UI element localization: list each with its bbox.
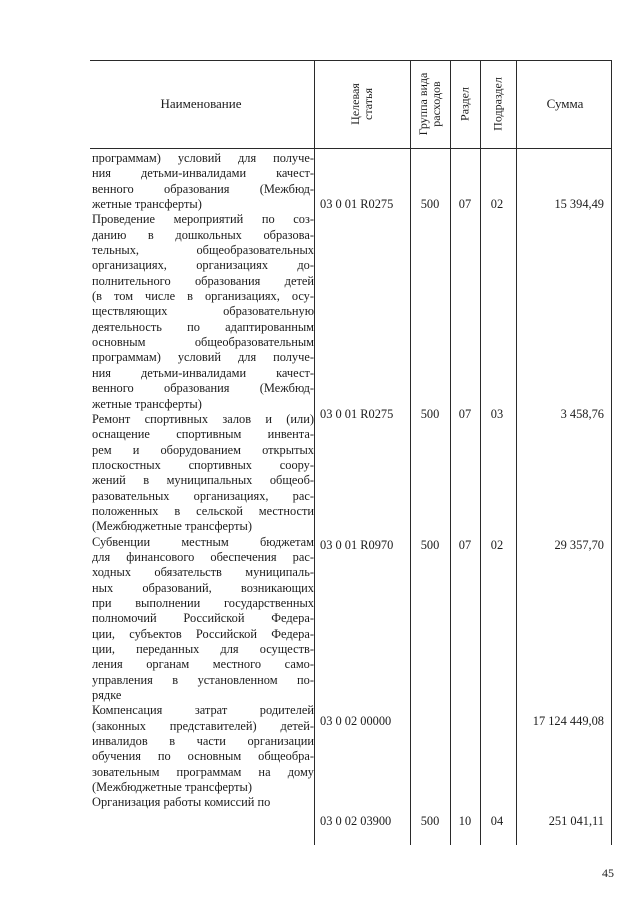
row-4-amount: 17 124 449,08 bbox=[532, 714, 604, 728]
header-target-article bbox=[349, 83, 375, 125]
row-4-name-line: ходных обязательств муниципаль- bbox=[92, 565, 314, 580]
header-expense-group-line-2: расходов bbox=[429, 81, 443, 127]
row-4-code: 03 0 02 00000 bbox=[320, 714, 392, 728]
row-2-name-line: (в том числе в организациях, осу- bbox=[92, 289, 314, 304]
row-3-name-line: Ремонт спортивных залов и (или) bbox=[92, 411, 314, 426]
row-3-amount: 29 357,70 bbox=[554, 538, 604, 552]
row-3-name-line: (Межбюджетные трансферты) bbox=[92, 519, 252, 534]
table-right-border bbox=[611, 60, 612, 845]
name-column bbox=[92, 151, 314, 811]
row-1-code: 03 0 01 R0275 bbox=[320, 197, 394, 211]
row-2-name-line: основным общеобразовательным bbox=[92, 335, 314, 350]
row-3-subsection: 02 bbox=[490, 538, 504, 552]
row-2-name-line: Проведение мероприятий по соз- bbox=[92, 212, 314, 227]
row-1-amount: 15 394,49 bbox=[554, 197, 604, 211]
row-2-amount: 3 458,76 bbox=[560, 407, 604, 421]
row-2-code: 03 0 01 R0275 bbox=[320, 407, 394, 421]
row-6-name-line: Организация работы комиссий по bbox=[92, 795, 271, 810]
row-2-subsection: 03 bbox=[490, 407, 504, 421]
row-5-name-line: (Межбюджетные трансферты) bbox=[92, 780, 252, 795]
row-1-subsection: 02 bbox=[490, 197, 504, 211]
row-2-name-line: данию в дошкольных образова- bbox=[92, 227, 314, 242]
header-subsection-text: Подраздел bbox=[490, 77, 505, 131]
row-5-code: 03 0 02 03900 bbox=[320, 814, 392, 828]
row-3-section: 07 bbox=[458, 538, 472, 552]
row-1-name-line: жетные трансферты) bbox=[92, 197, 202, 212]
header-target-article-line-1: Целевая bbox=[348, 83, 362, 125]
header-subsection bbox=[492, 77, 505, 131]
header-section-text: Раздел bbox=[457, 87, 472, 121]
header-section bbox=[459, 87, 472, 121]
row-4-name-line: рядке bbox=[92, 688, 122, 703]
row-5-subsection: 04 bbox=[490, 814, 504, 828]
column-divider-4 bbox=[480, 60, 481, 845]
row-2-name-line: полнительного образования детей bbox=[92, 273, 314, 288]
row-5-group: 500 bbox=[420, 814, 440, 828]
row-2-name-line: тельных, общеобразовательных bbox=[92, 243, 314, 258]
row-3-name-line: рем и оборудованием открытых bbox=[92, 442, 314, 457]
row-3-code: 03 0 01 R0970 bbox=[320, 538, 394, 552]
row-5-name-line: зовательным программам на дому bbox=[92, 764, 314, 779]
header-name: Наименование bbox=[160, 96, 242, 111]
header-expense-group bbox=[417, 73, 443, 136]
row-3-name-line: положенных в сельской местности bbox=[92, 503, 314, 518]
row-3-name-line: разовательных организациях, рас- bbox=[92, 488, 314, 503]
row-4-name-line: ных образований, возникающих bbox=[92, 580, 314, 595]
page-number: 45 bbox=[602, 866, 614, 880]
row-4-name-line: ления органам местного само- bbox=[92, 657, 314, 672]
row-1-section: 07 bbox=[458, 197, 472, 211]
row-5-name-line: Компенсация затрат родителей bbox=[92, 703, 314, 718]
row-4-name-line: для финансового обеспечения рас- bbox=[92, 549, 314, 564]
row-3-name-line: жений в муниципальных общеоб- bbox=[92, 473, 314, 488]
row-5-name-line: обучения по основным общеобра- bbox=[92, 749, 314, 764]
row-2-name-line: ния детьми-инвалидами качест- bbox=[92, 365, 314, 380]
row-2-name-line: программам) условий для получе- bbox=[92, 350, 314, 365]
row-1-name-line: программам) условий для получе- bbox=[92, 151, 314, 165]
row-3-name-line: плоскостных спортивных соору- bbox=[92, 457, 314, 472]
row-1-name-line: ния детьми-инвалидами качест- bbox=[92, 166, 314, 181]
row-4-name-line: полномочий Российской Федера- bbox=[92, 611, 314, 626]
header-target-article-line-2: статья bbox=[361, 88, 375, 120]
row-3-group: 500 bbox=[420, 538, 440, 552]
row-3-name-line: оснащение спортивным инвента- bbox=[92, 427, 314, 442]
row-4-name-line: Субвенции местным бюджетам bbox=[92, 534, 314, 549]
row-2-name-line: жетные трансферты) bbox=[92, 396, 202, 411]
row-4-name-line: при выполнении государственных bbox=[92, 595, 314, 610]
row-4-name-line: управления в установленном по- bbox=[92, 672, 314, 687]
row-5-name-line: (законных представителей) детей- bbox=[92, 718, 314, 733]
row-4-name-line: ции, субъектов Российской Федера- bbox=[92, 626, 314, 641]
column-divider-2 bbox=[410, 60, 411, 845]
row-4-name-line: ции, переданных для осуществ- bbox=[92, 642, 314, 656]
row-2-name-line: организациях, организациях до- bbox=[92, 258, 314, 273]
header-expense-group-line-1: Группа вида bbox=[416, 72, 430, 136]
column-divider-5 bbox=[516, 60, 517, 845]
row-2-section: 07 bbox=[458, 407, 472, 421]
column-divider-3 bbox=[450, 60, 451, 845]
header-sum: Сумма bbox=[546, 96, 584, 111]
row-1-name-line: венного образования (Межбюд- bbox=[92, 181, 314, 196]
row-5-amount: 251 041,11 bbox=[548, 814, 604, 828]
row-2-name-line: венного образования (Межбюд- bbox=[92, 381, 314, 396]
row-2-group: 500 bbox=[420, 407, 440, 421]
row-5-section: 10 bbox=[458, 814, 472, 828]
row-2-name-line: ществляющих образовательную bbox=[92, 304, 314, 319]
row-5-name-line: инвалидов в части организации bbox=[92, 734, 314, 749]
header-bottom-border bbox=[90, 148, 612, 149]
row-1-group: 500 bbox=[420, 197, 440, 211]
row-2-name-line: деятельность по адаптированным bbox=[92, 319, 314, 334]
column-divider-1 bbox=[314, 60, 315, 845]
